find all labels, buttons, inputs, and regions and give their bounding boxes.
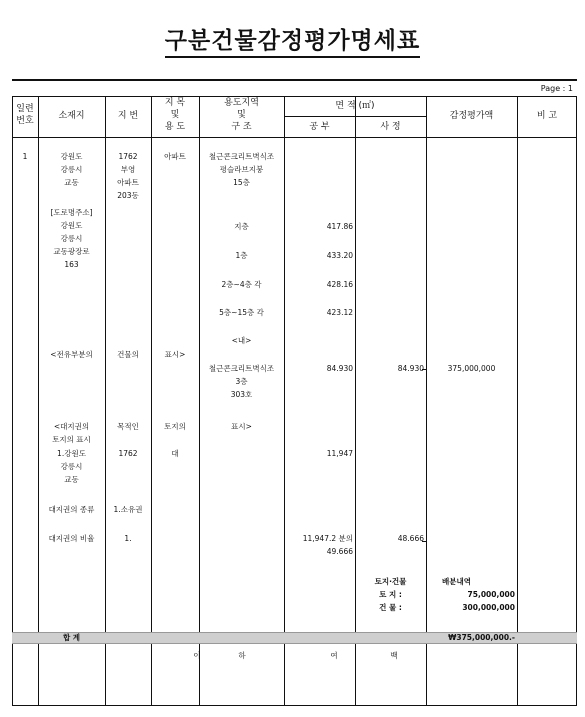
unit-appraisal-value: 375,000,000 [447, 364, 496, 373]
lot-line: 부영 [120, 165, 136, 174]
serial-number: 1 [22, 152, 28, 161]
header-location: 소재지 [58, 111, 85, 121]
col-divider [355, 96, 356, 706]
breakdown-building-value: 300,000,000 [462, 603, 515, 612]
land-location-line: 교동 [64, 475, 79, 484]
unit-structure-line: 3층 [235, 377, 248, 386]
header-area-survey: 사 정 [380, 122, 401, 132]
location-line: 강릉시 [60, 165, 83, 174]
col-divider [517, 96, 518, 706]
breakdown-label: 토 지 : [379, 590, 402, 599]
inner-label: <내> [231, 336, 252, 345]
end-mark: 하 [238, 651, 246, 660]
structure-line: 15층 [233, 178, 250, 187]
exclusive-part-label: 표시> [164, 350, 186, 359]
lot-line: 203동 [117, 191, 139, 200]
floor-label: 1층 [235, 251, 248, 260]
right-ratio-value: 1. [124, 534, 132, 543]
breakdown-label: 토지·건물 [374, 577, 407, 586]
header-divider [12, 137, 577, 138]
land-location-line: 1.강원도 [57, 449, 86, 458]
exclusive-part-label: <전유부분의 [50, 350, 93, 359]
header-area-public: 공 부 [309, 122, 330, 132]
floor-label: 2층~4층 각 [221, 280, 262, 289]
col-divider [284, 96, 285, 706]
area-subheader-divider [284, 116, 426, 117]
page-number: Page : 1 [540, 84, 573, 93]
road-address-line: [도로명주소] [50, 208, 93, 217]
road-address-line: 163 [64, 260, 79, 269]
area-bracket-tick [422, 369, 426, 370]
floor-area: 433.20 [326, 251, 353, 260]
header-appraisal: 감정평가액 [449, 111, 494, 121]
header-lot: 지 번 [117, 111, 139, 121]
breakdown-label: 건 물 : [379, 603, 402, 612]
road-address-line: 강릉시 [60, 234, 83, 243]
land-category: 대 [171, 449, 179, 458]
land-area: 11,947 [326, 449, 353, 458]
location-line: 강원도 [60, 152, 83, 161]
appraisal-table [12, 96, 577, 706]
right-type-value: 1.소유권 [113, 505, 143, 514]
lot-line: 아파트 [117, 178, 139, 187]
land-right-label: 목적인 [117, 422, 139, 431]
end-mark: 이 [193, 651, 201, 660]
breakdown-land-value: 75,000,000 [467, 590, 515, 599]
col-divider [151, 96, 152, 706]
breakdown-title: 배분내역 [442, 577, 471, 586]
floor-label: 5층~15층 각 [219, 308, 264, 317]
end-mark: 여 [330, 651, 338, 660]
location-line: 교동 [64, 178, 79, 187]
header-serial: 일련 번호 [16, 104, 34, 126]
end-mark: 백 [390, 651, 398, 660]
header-category: 지 목 및 용 도 [164, 98, 186, 132]
land-location-line: 강릉시 [60, 462, 83, 471]
unit-area-public: 84.930 [326, 364, 353, 373]
lot-line: 1762 [118, 152, 138, 161]
area-bracket [426, 369, 427, 541]
right-ratio-public: 49.666 [326, 547, 353, 556]
land-right-label: 토지의 [164, 422, 186, 431]
floor-label: 지층 [234, 222, 249, 231]
road-address-line: 교동광장로 [53, 247, 90, 256]
unit-structure-line: 303호 [230, 390, 253, 399]
structure-line: 평슬라브지붕 [219, 165, 264, 174]
right-ratio-label: 대지권의 비율 [48, 534, 95, 543]
right-type-label: 대지권의 종류 [48, 505, 95, 514]
floor-area: 428.16 [326, 280, 353, 289]
header-remarks: 비 고 [536, 111, 558, 121]
exclusive-part-label: 건물의 [117, 350, 139, 359]
structure-line: 철근콘크리트벽식조 [208, 152, 275, 161]
total-value: ₩375,000,000.- [448, 633, 515, 642]
category-value: 아파트 [164, 152, 186, 161]
land-lot: 1762 [118, 449, 138, 458]
right-ratio-public: 11,947.2 분의 [302, 534, 353, 543]
floor-area: 417.86 [326, 222, 353, 231]
unit-area-survey: 84.930 [397, 364, 424, 373]
land-right-label: 토지의 표시 [52, 435, 91, 444]
header-zoning: 용도지역 및 구 조 [224, 98, 259, 132]
floor-area: 423.12 [326, 308, 353, 317]
header-area: 면 적 (㎡) [335, 101, 375, 111]
document-title: 구분건물감정평가명세표 [0, 22, 585, 55]
road-address-line: 강원도 [60, 221, 83, 230]
total-label: 합 계 [62, 633, 81, 642]
title-divider [12, 79, 577, 81]
land-right-label: <대지권의 [53, 422, 90, 431]
right-ratio-survey: 48.666 [397, 534, 424, 543]
land-right-label: 표시> [231, 422, 252, 431]
unit-structure-line: 철근콘크리트벽식조 [208, 364, 275, 373]
